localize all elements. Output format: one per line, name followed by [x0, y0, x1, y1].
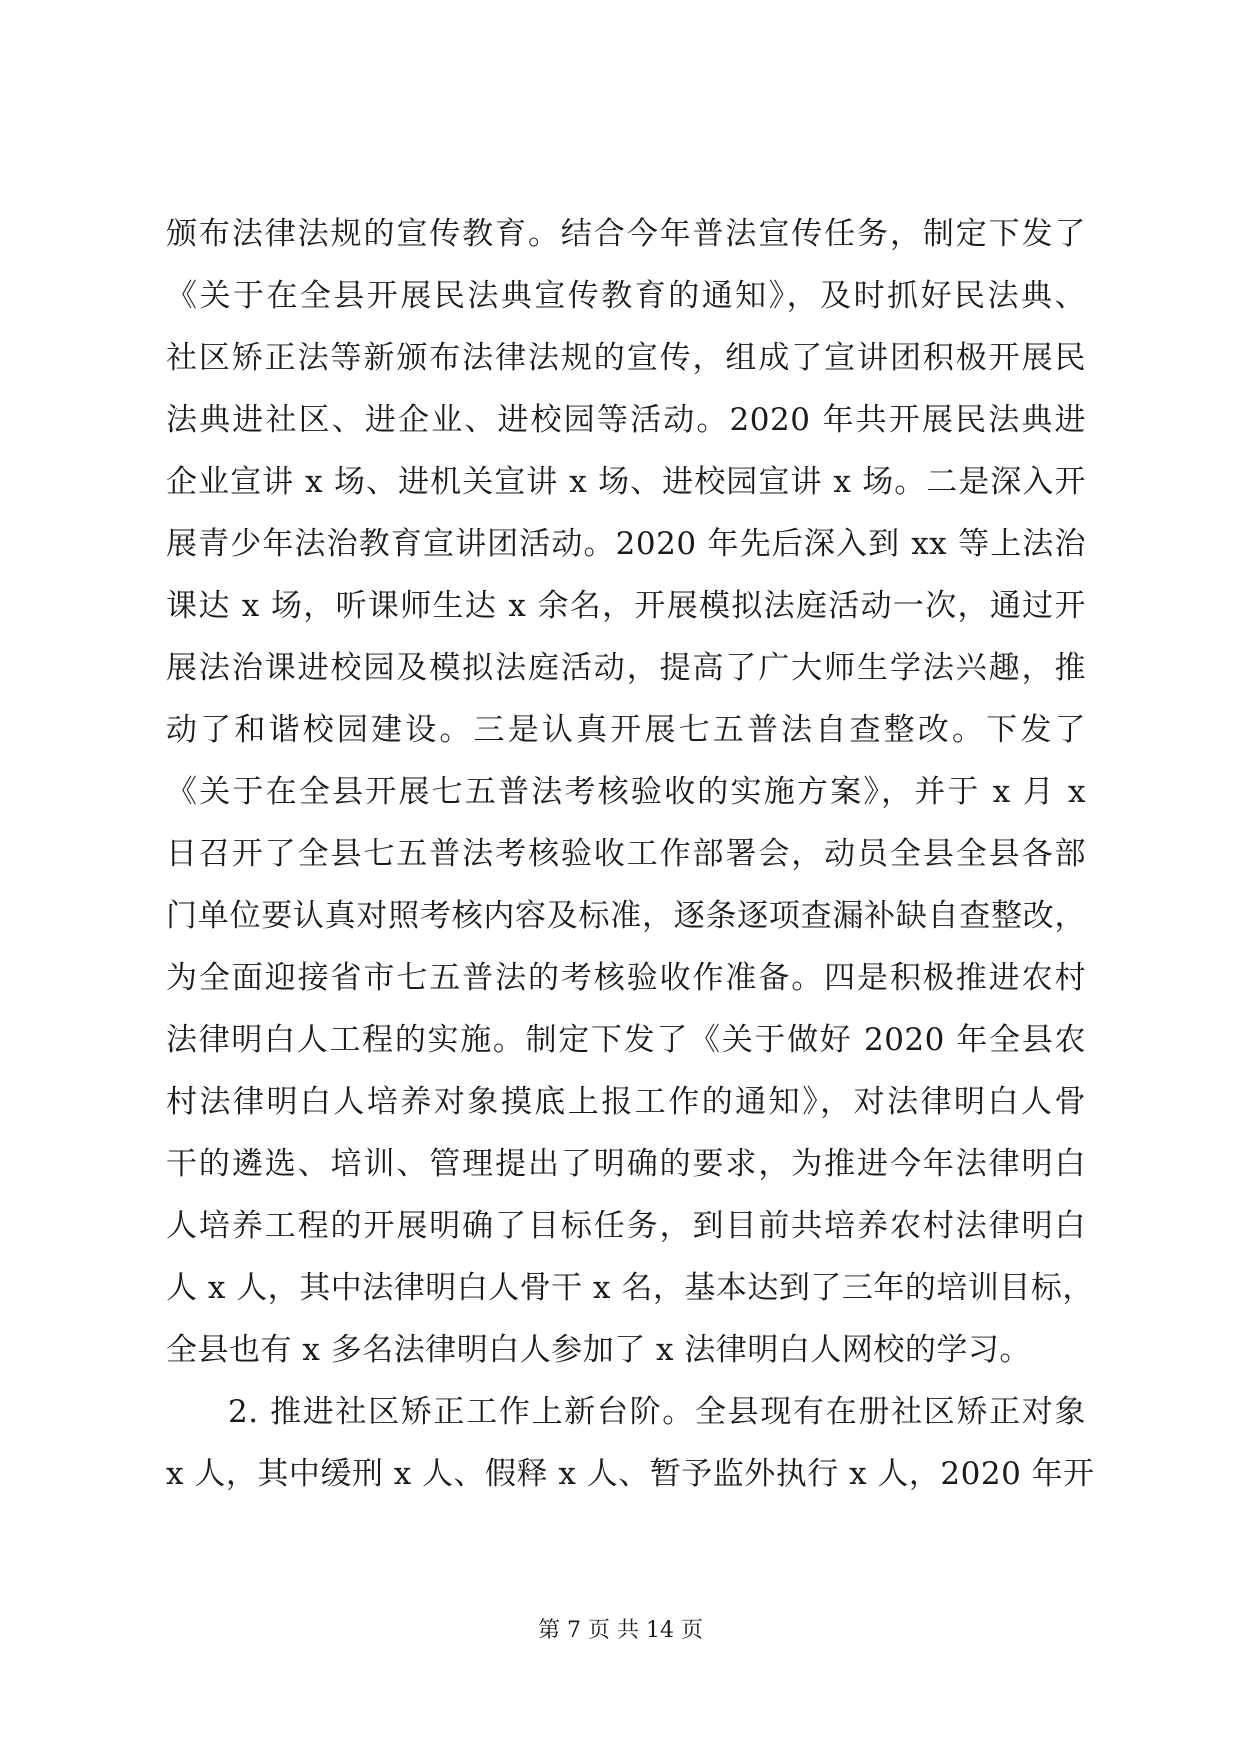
text-line: 干的遴选、培训、管理提出了明确的要求，为推进今年法律明白	[166, 1146, 1086, 1182]
text-line: 法律明白人工程的实施。制定下发了《关于做好 2020 年全县农	[166, 1022, 1086, 1058]
text-line: 《关于在全县开展七五普法考核验收的实施方案》，并于 x 月 x	[166, 774, 1086, 810]
text-line: 企业宣讲 x 场、进机关宣讲 x 场、进校园宣讲 x 场。二是深入开	[166, 464, 1086, 500]
text-line: 人培养工程的开展明确了目标任务，到目前共培养农村法律明白	[166, 1208, 1086, 1244]
text-line: 门单位要认真对照考核内容及标准，逐条逐项查漏补缺自查整改，	[166, 898, 1086, 934]
text-line: 为全面迎接省市七五普法的考核验收作准备。四是积极推进农村	[166, 960, 1086, 996]
text-line: 全县也有 x 多名法律明白人参加了 x 法律明白人网校的学习。	[166, 1332, 1031, 1368]
text-line: 人 x 人，其中法律明白人骨干 x 名，基本达到了三年的培训目标，	[166, 1270, 1094, 1306]
text-line: 法典进社区、进企业、进校园等活动。2020 年共开展民法典进	[166, 402, 1086, 438]
text-line: 课达 x 场，听课师生达 x 余名，开展模拟法庭活动一次，通过开	[166, 588, 1086, 624]
text-line: 动了和谐校园建设。三是认真开展七五普法自查整改。下发了	[166, 712, 1086, 748]
text-line: 社区矫正法等新颁布法律法规的宣传，组成了宣讲团积极开展民	[166, 340, 1086, 376]
text-line: 村法律明白人培养对象摸底上报工作的通知》，对法律明白人骨	[166, 1084, 1086, 1120]
text-line: 《关于在全县开展民法典宣传教育的通知》，及时抓好民法典、	[166, 278, 1086, 314]
text-line: 颁布法律法规的宣传教育。结合今年普法宣传任务，制定下发了	[166, 216, 1086, 252]
text-line: 展法治课进校园及模拟法庭活动，提高了广大师生学法兴趣，推	[166, 650, 1086, 686]
text-line: 日召开了全县七五普法考核验收工作部署会，动员全县全县各部	[166, 836, 1086, 872]
text-line: 展青少年法治教育宣讲团活动。2020 年先后深入到 xx 等上法治	[166, 526, 1086, 562]
page-number: 第 7 页 共 14 页	[538, 1618, 703, 1643]
page-footer	[0, 1613, 1241, 1644]
text-line: x 人，其中缓刑 x 人、假释 x 人、暂予监外执行 x 人，2020 年开	[166, 1456, 1095, 1492]
body-text	[166, 203, 1095, 1505]
text-line: 2. 推进社区矫正工作上新台阶。全县现有在册社区矫正对象	[228, 1394, 1086, 1430]
